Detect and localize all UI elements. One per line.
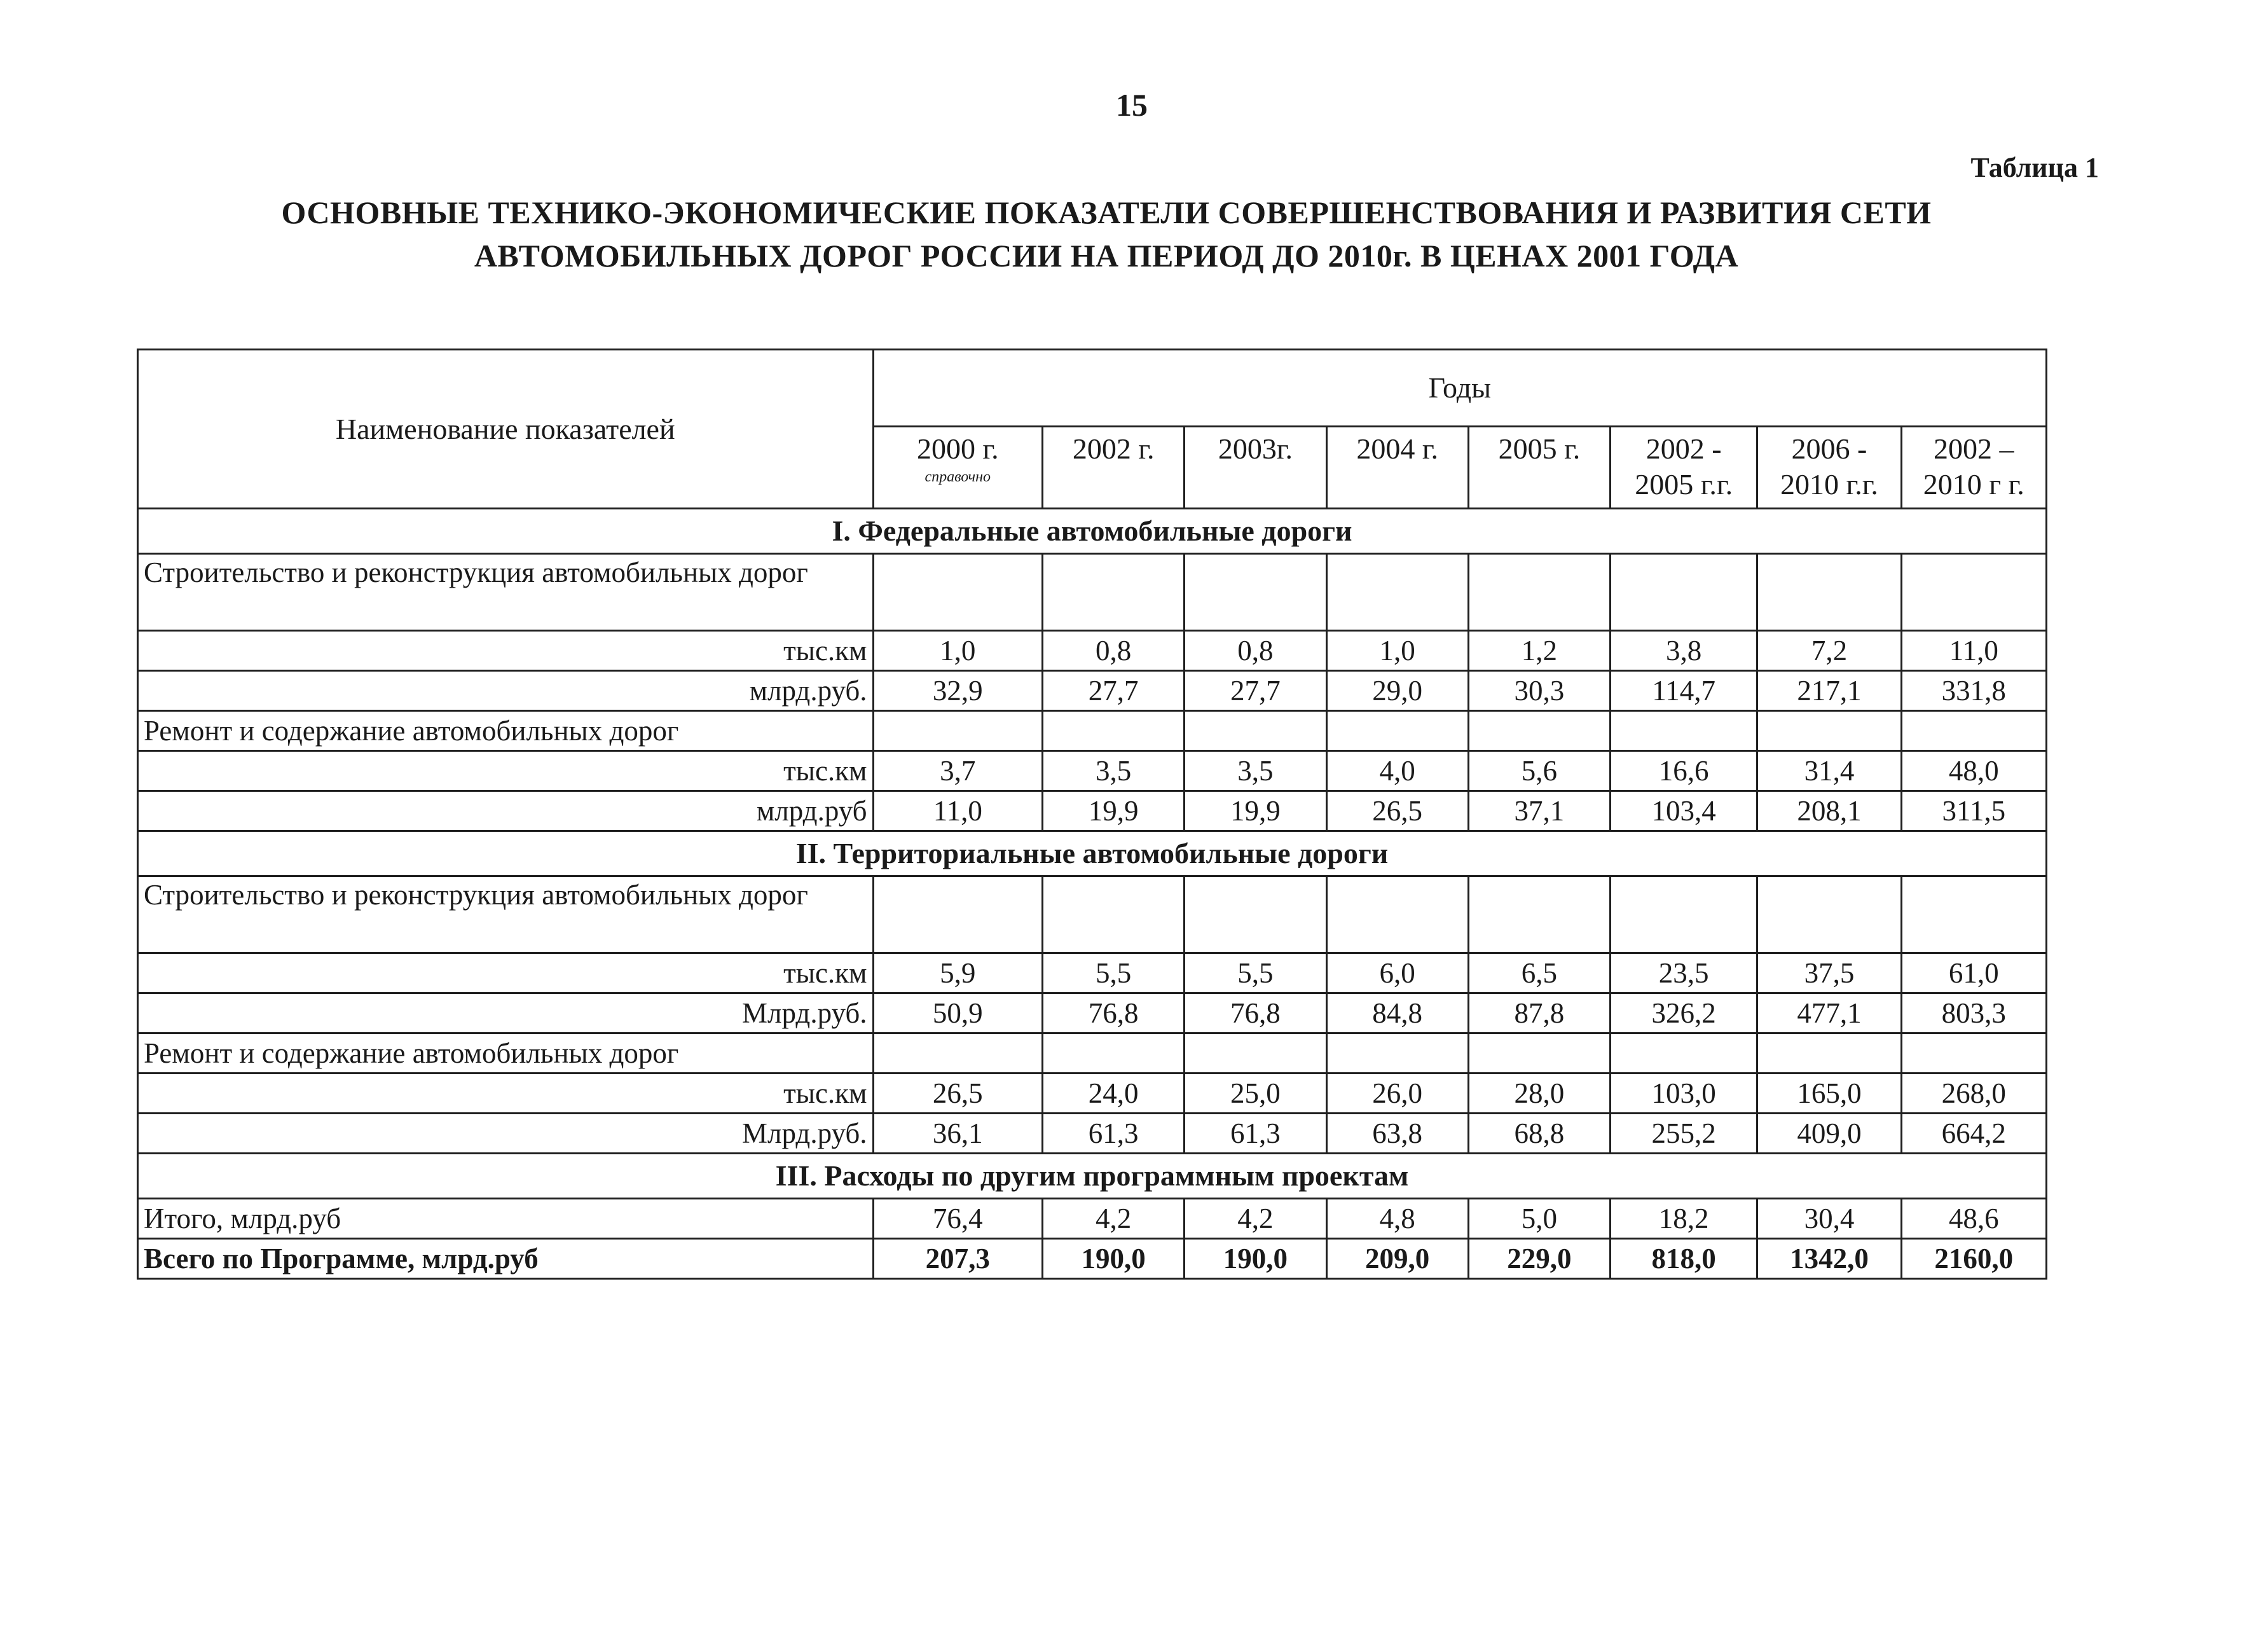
value-cell: 28,0: [1468, 1074, 1610, 1114]
value-cell: 19,9: [1043, 791, 1185, 831]
header-column-label: 2005 г.: [1498, 432, 1581, 465]
unit-label: Млрд.руб.: [138, 1114, 874, 1154]
value-cell: 23,5: [1611, 953, 1757, 993]
empty-cell: [1611, 876, 1757, 953]
value-cell: 26,0: [1326, 1074, 1468, 1114]
value-cell: 331,8: [1901, 671, 2046, 711]
header-column-label: 2004 г.: [1356, 432, 1438, 465]
value-cell: 26,5: [1326, 791, 1468, 831]
header-column-1: [873, 427, 1043, 509]
group-label-row: [138, 1033, 2047, 1074]
empty-cell: [1901, 1033, 2046, 1074]
empty-cell: [1757, 1033, 1901, 1074]
value-cell: 63,8: [1326, 1114, 1468, 1154]
header-years: Годы: [873, 350, 2046, 427]
value-cell: 209,0: [1326, 1239, 1468, 1279]
subtotal-row: [138, 1199, 2047, 1239]
value-cell: 1342,0: [1757, 1239, 1901, 1279]
unit-label: тыс.км: [138, 1074, 874, 1114]
empty-cell: [1043, 876, 1185, 953]
unit-label: тыс.км: [138, 953, 874, 993]
empty-cell: [1185, 554, 1326, 631]
group-label: Ремонт и содержание автомобильных дорог: [138, 711, 874, 751]
value-cell: 0,8: [1043, 631, 1185, 671]
value-cell: 68,8: [1468, 1114, 1610, 1154]
value-cell: 50,9: [873, 993, 1043, 1033]
value-cell: 7,2: [1757, 631, 1901, 671]
value-cell: 6,0: [1326, 953, 1468, 993]
value-cell: 76,8: [1043, 993, 1185, 1033]
header-column-label: 2000 г.: [916, 432, 999, 465]
section-title: III. Расходы по другим программным проектам: [138, 1154, 2047, 1199]
value-cell: 1,0: [873, 631, 1043, 671]
empty-cell: [1043, 711, 1185, 751]
value-cell: 268,0: [1901, 1074, 2046, 1114]
value-cell: 84,8: [1326, 993, 1468, 1033]
table-body: [138, 509, 2047, 1279]
value-cell: 114,7: [1611, 671, 1757, 711]
value-cell: 5,5: [1185, 953, 1326, 993]
empty-cell: [1611, 1033, 1757, 1074]
value-cell: 311,5: [1901, 791, 2046, 831]
empty-cell: [873, 711, 1043, 751]
value-cell: 818,0: [1611, 1239, 1757, 1279]
unit-label: тыс.км: [138, 631, 874, 671]
value-cell: 6,5: [1468, 953, 1610, 993]
table-row: [138, 791, 2047, 831]
value-cell: 1,2: [1468, 631, 1610, 671]
group-label-row: [138, 876, 2047, 953]
unit-label: Млрд.руб.: [138, 993, 874, 1033]
value-cell: 103,0: [1611, 1074, 1757, 1114]
value-cell: 5,9: [873, 953, 1043, 993]
value-cell: 31,4: [1757, 751, 1901, 791]
value-cell: 48,6: [1901, 1199, 2046, 1239]
header-column-note: справочно: [924, 469, 991, 485]
empty-cell: [873, 876, 1043, 953]
section-row: [138, 831, 2047, 876]
summary-label: Итого, млрд.руб: [138, 1199, 874, 1239]
value-cell: 61,3: [1185, 1114, 1326, 1154]
empty-cell: [1757, 554, 1901, 631]
value-cell: 326,2: [1611, 993, 1757, 1033]
header-name-column: Наименование показателей: [138, 350, 874, 509]
summary-label: Всего по Программе, млрд.руб: [138, 1239, 874, 1279]
value-cell: 11,0: [1901, 631, 2046, 671]
value-cell: 4,0: [1326, 751, 1468, 791]
value-cell: 32,9: [873, 671, 1043, 711]
value-cell: 255,2: [1611, 1114, 1757, 1154]
value-cell: 4,2: [1043, 1199, 1185, 1239]
value-cell: 3,5: [1185, 751, 1326, 791]
section-title: I. Федеральные автомобильные дороги: [138, 509, 2047, 554]
value-cell: 11,0: [873, 791, 1043, 831]
value-cell: 803,3: [1901, 993, 2046, 1033]
value-cell: 664,2: [1901, 1114, 2046, 1154]
value-cell: 5,5: [1043, 953, 1185, 993]
group-label-row: [138, 711, 2047, 751]
empty-cell: [1901, 554, 2046, 631]
value-cell: 229,0: [1468, 1239, 1610, 1279]
value-cell: 207,3: [873, 1239, 1043, 1279]
empty-cell: [1468, 876, 1610, 953]
empty-cell: [1611, 711, 1757, 751]
empty-cell: [1185, 876, 1326, 953]
header-column-label: 2002 г.: [1072, 432, 1155, 465]
value-cell: 76,4: [873, 1199, 1043, 1239]
value-cell: 24,0: [1043, 1074, 1185, 1114]
program-total-row: [138, 1239, 2047, 1279]
empty-cell: [1901, 711, 2046, 751]
section-row: [138, 1154, 2047, 1199]
empty-cell: [1468, 1033, 1610, 1074]
value-cell: 409,0: [1757, 1114, 1901, 1154]
empty-cell: [1326, 711, 1468, 751]
value-cell: 25,0: [1185, 1074, 1326, 1114]
value-cell: 3,5: [1043, 751, 1185, 791]
table-row: [138, 1074, 2047, 1114]
value-cell: 5,6: [1468, 751, 1610, 791]
value-cell: 87,8: [1468, 993, 1610, 1033]
value-cell: 76,8: [1185, 993, 1326, 1033]
empty-cell: [1611, 554, 1757, 631]
unit-label: млрд.руб: [138, 791, 874, 831]
header-column-5: [1468, 427, 1610, 509]
value-cell: 61,3: [1043, 1114, 1185, 1154]
table-row: [138, 751, 2047, 791]
value-cell: 190,0: [1185, 1239, 1326, 1279]
value-cell: 217,1: [1757, 671, 1901, 711]
value-cell: 36,1: [873, 1114, 1043, 1154]
header-column-4: [1326, 427, 1468, 509]
table-row: [138, 631, 2047, 671]
group-label: Строительство и реконструкция автомобильных дорог: [138, 876, 874, 953]
empty-cell: [1468, 554, 1610, 631]
empty-cell: [1326, 554, 1468, 631]
header-column-6: [1611, 427, 1757, 509]
title-line-2: АВТОМОБИЛЬНЫХ ДОРОГ РОССИИ НА ПЕРИОД ДО 2010г. В ЦЕНАХ 2001 ГОДА: [474, 238, 1739, 273]
header-column-3: [1185, 427, 1326, 509]
table-header: [138, 350, 2047, 509]
value-cell: 190,0: [1043, 1239, 1185, 1279]
value-cell: 37,5: [1757, 953, 1901, 993]
value-cell: 37,1: [1468, 791, 1610, 831]
table-label: Таблица 1: [1970, 152, 2099, 183]
indicators-table: [137, 349, 2047, 1280]
page-number: 15: [1116, 87, 1148, 123]
title-line-1: ОСНОВНЫЕ ТЕХНИКО-ЭКОНОМИЧЕСКИЕ ПОКАЗАТЕЛИ СОВЕРШЕНСТВОВАНИЯ И РАЗВИТИЯ СЕТИ: [281, 195, 1932, 230]
group-label: Строительство и реконструкция автомобильных дорог: [138, 554, 874, 631]
value-cell: 165,0: [1757, 1074, 1901, 1114]
group-label: Ремонт и содержание автомобильных дорог: [138, 1033, 874, 1074]
value-cell: 477,1: [1757, 993, 1901, 1033]
header-column-7: [1757, 427, 1901, 509]
empty-cell: [1043, 1033, 1185, 1074]
empty-cell: [1185, 1033, 1326, 1074]
value-cell: 18,2: [1611, 1199, 1757, 1239]
unit-label: тыс.км: [138, 751, 874, 791]
value-cell: 30,3: [1468, 671, 1610, 711]
value-cell: 16,6: [1611, 751, 1757, 791]
value-cell: 19,9: [1185, 791, 1326, 831]
value-cell: 0,8: [1185, 631, 1326, 671]
value-cell: 103,4: [1611, 791, 1757, 831]
header-column-label: 2003г.: [1218, 432, 1293, 465]
header-column-8: [1901, 427, 2046, 509]
value-cell: 1,0: [1326, 631, 1468, 671]
section-row: [138, 509, 2047, 554]
value-cell: 27,7: [1185, 671, 1326, 711]
header-column-label: 2002 - 2005 г.г.: [1635, 432, 1733, 501]
empty-cell: [873, 1033, 1043, 1074]
header-column-label: 2006 - 2010 г.г.: [1780, 432, 1878, 501]
header-column-label: 2002 – 2010 г г.: [1923, 432, 2024, 501]
value-cell: 48,0: [1901, 751, 2046, 791]
section-title: II. Территориальные автомобильные дороги: [138, 831, 2047, 876]
value-cell: 208,1: [1757, 791, 1901, 831]
value-cell: 61,0: [1901, 953, 2046, 993]
empty-cell: [1757, 711, 1901, 751]
header-column-2: [1043, 427, 1185, 509]
table-row: [138, 1114, 2047, 1154]
value-cell: 3,8: [1611, 631, 1757, 671]
value-cell: 4,8: [1326, 1199, 1468, 1239]
value-cell: 3,7: [873, 751, 1043, 791]
empty-cell: [1326, 876, 1468, 953]
value-cell: 5,0: [1468, 1199, 1610, 1239]
table-row: [138, 993, 2047, 1033]
unit-label: млрд.руб.: [138, 671, 874, 711]
group-label-row: [138, 554, 2047, 631]
document-title: [191, 191, 2022, 277]
value-cell: 26,5: [873, 1074, 1043, 1114]
value-cell: 29,0: [1326, 671, 1468, 711]
empty-cell: [1757, 876, 1901, 953]
value-cell: 4,2: [1185, 1199, 1326, 1239]
table-row: [138, 953, 2047, 993]
value-cell: 27,7: [1043, 671, 1185, 711]
table-row: [138, 671, 2047, 711]
value-cell: 30,4: [1757, 1199, 1901, 1239]
value-cell: 2160,0: [1901, 1239, 2046, 1279]
empty-cell: [1901, 876, 2046, 953]
empty-cell: [1326, 1033, 1468, 1074]
empty-cell: [1468, 711, 1610, 751]
empty-cell: [1043, 554, 1185, 631]
empty-cell: [1185, 711, 1326, 751]
empty-cell: [873, 554, 1043, 631]
